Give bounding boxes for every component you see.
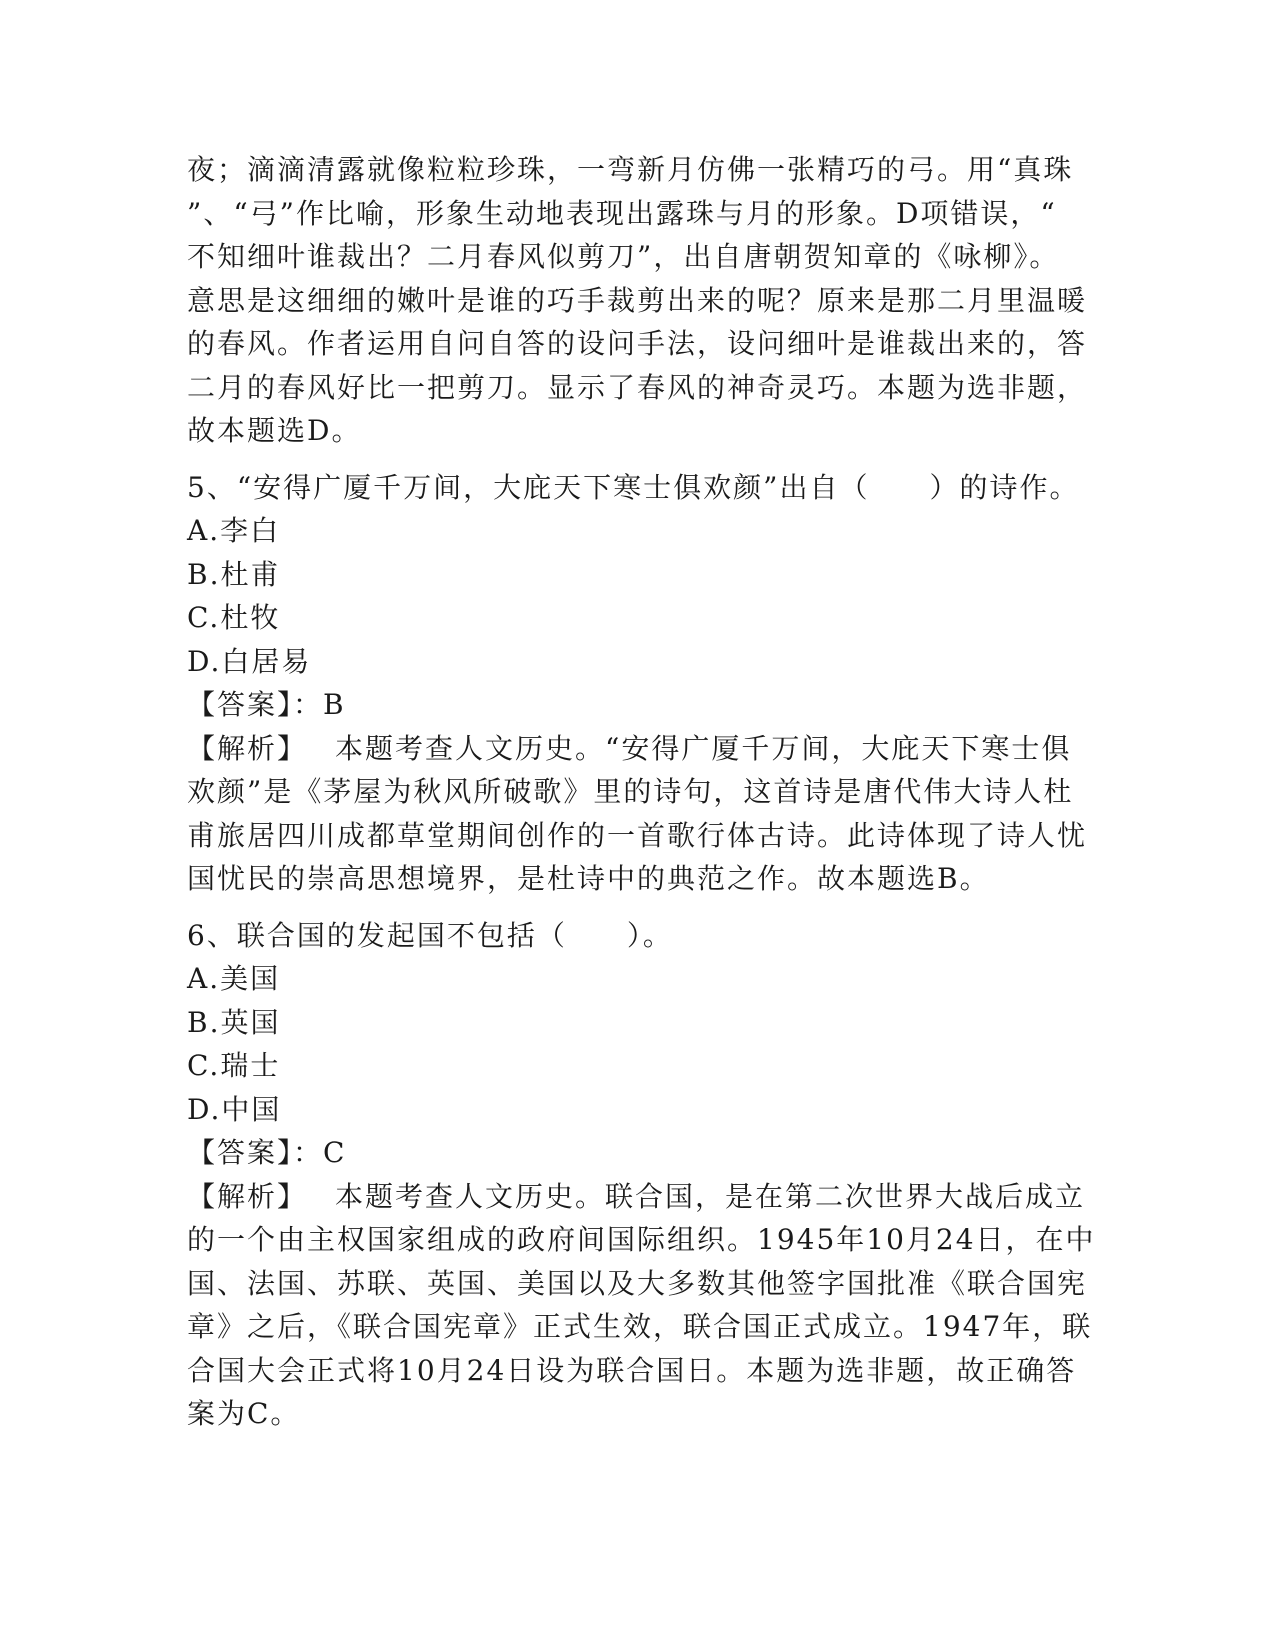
option-b: B.英国 (187, 1005, 281, 1039)
analysis-line: 甫旅居四川成都草堂期间创作的一首歌行体古诗。此诗体现了诗人忧 (187, 818, 1088, 852)
analysis-line: 欢颜”是《茅屋为秋风所破歌》里的诗句，这首诗是唐代伟大诗人杜 (187, 775, 1074, 808)
text-line: 二月的春风好比一把剪刀。显示了春风的神奇灵巧。本题为选非题， (187, 370, 1088, 404)
analysis-line: 章》之后，《联合国宪章》正式生效，联合国正式成立。1947年，联 (187, 1310, 1093, 1343)
analysis-label: 【解析】 (187, 1179, 308, 1213)
option-a: A.美国 (187, 962, 281, 995)
question-6 (187, 914, 1096, 1436)
text-line: 夜；滴滴清露就像粒粒珍珠，一弯新月仿佛一张精巧的弓。用“真珠 (187, 153, 1074, 186)
analysis-line: 国忧民的崇高思想境界，是杜诗中的典范之作。故本题选B。 (187, 862, 990, 895)
question-stem: 6、联合国的发起国不包括（ ）。 (187, 918, 673, 952)
text-line: ”、“弓”作比喻，形象生动地表现出露珠与月的形象。D项错误，“ (187, 196, 1057, 230)
analysis-line: 的一个由主权国家组成的政府间国际组织。1945年10月24日，在中 (187, 1223, 1096, 1256)
answer-value: C (323, 1136, 347, 1169)
text-line: 意思是这细细的嫩叶是谁的巧手裁剪出来的呢？原来是那二月里温暖 (187, 283, 1088, 317)
analysis-text: 本题考查人文历史。“安得广厦千万间，大庇天下寒士俱 (335, 731, 1072, 765)
text-line: 不知细叶谁裁出？二月春风似剪刀”，出自唐朝贺知章的《咏柳》。 (187, 240, 1060, 273)
answer-line (187, 683, 1067, 727)
answer-value: B (323, 688, 346, 721)
question-stem: 5、“安得广厦千万间，大庇天下寒士俱欢颜”出自（ ）的诗作。 (187, 470, 1080, 504)
analysis-line: 国、法国、苏联、英国、美国以及大多数其他签字国批准《联合国宪 (187, 1266, 1088, 1300)
question-5 (187, 466, 1088, 901)
text-line: 的春风。作者运用自问自答的设问手法，设问细叶是谁裁出来的，答 (187, 327, 1088, 360)
option-d: D.白居易 (187, 644, 312, 678)
analysis-text: 本题考查人文历史。联合国，是在第二次世界大战后成立 (335, 1179, 1086, 1213)
analysis-line: 案为C。 (187, 1397, 301, 1430)
option-d: D.中国 (187, 1092, 282, 1126)
analysis-line (187, 1175, 1086, 1219)
answer-label: 【答案】： (187, 688, 324, 721)
option-a: A.李白 (187, 514, 281, 547)
option-c: C.瑞士 (187, 1049, 281, 1082)
analysis-line (187, 727, 1072, 771)
text-line: 故本题选D。 (187, 414, 362, 447)
answer-label: 【答案】： (187, 1136, 324, 1169)
document-page (187, 148, 1096, 1436)
analysis-label: 【解析】 (187, 731, 308, 765)
answer-line (187, 1131, 1067, 1175)
analysis-line: 合国大会正式将10月24日设为联合国日。本题为选非题，故正确答 (187, 1353, 1077, 1387)
previous-explanation (187, 148, 1088, 453)
option-b: B.杜甫 (187, 557, 281, 591)
option-c: C.杜牧 (187, 601, 281, 634)
